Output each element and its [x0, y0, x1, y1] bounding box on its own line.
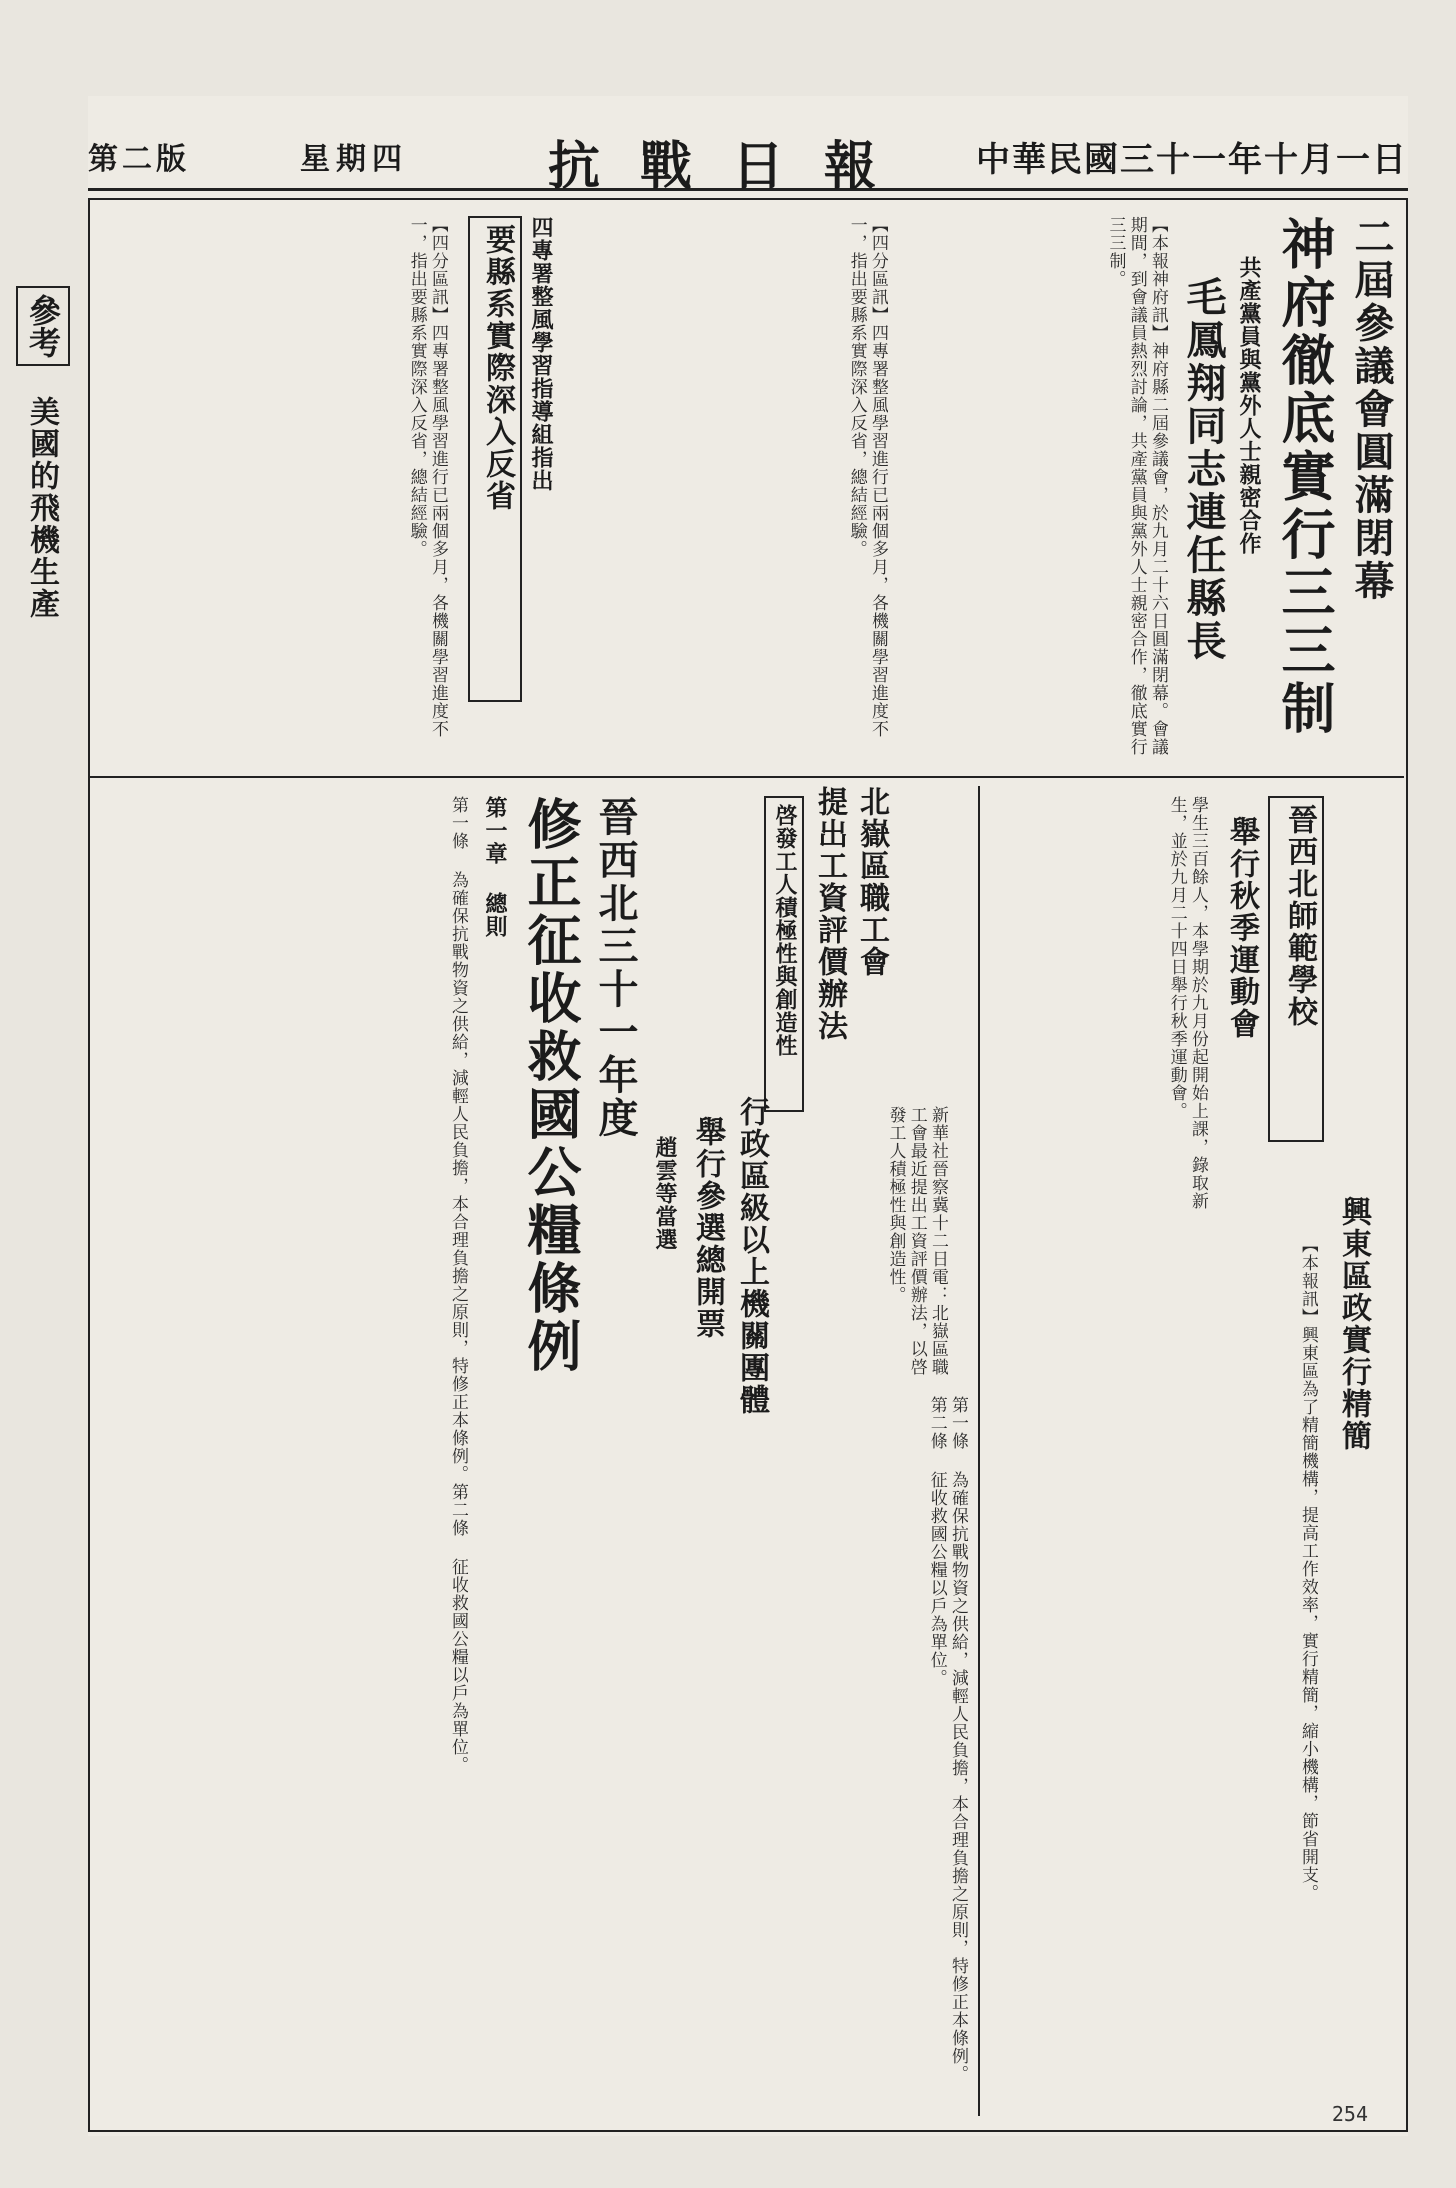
- rule-top: [88, 776, 1404, 778]
- masthead: [88, 124, 1408, 197]
- grain-headline-main: 修正征收救國公糧條例: [519, 796, 583, 1376]
- admin-body: 【本報訊】興東區為了精簡機構，提高工作效率，實行精簡，縮小機構，節省開支。: [1298, 1236, 1318, 1902]
- workers-headline: 北嶽區職工會: [854, 786, 889, 978]
- study-body: 【四分區訊】四專署整風學習進行已兩個多月，各機關學習進度不一，指出要縣系實際深入反省，總結經驗。: [406, 216, 448, 738]
- study-subhead: 四專署整風學習指導組指出: [528, 216, 554, 492]
- masthead-title: 抗戰日報: [548, 136, 917, 197]
- council-subhead: 共產黨員與黨外人士親密合作: [1236, 256, 1262, 555]
- school-body: 學生三百餘人，本學期於九月份起開始上課，錄取新生，並於九月二十四日舉行秋季運動會。: [1166, 796, 1208, 1210]
- election-headline2: 舉行參選總開票: [690, 1116, 725, 1340]
- newspaper-page: [24, 96, 1408, 2136]
- workers-subhead: 提出工資評價辦法: [812, 786, 847, 1042]
- sidebar-headline: 美國的飛機生產: [24, 396, 59, 620]
- masthead-edition: 第二版: [88, 142, 190, 177]
- school-headline2: 舉行秋季運動會: [1224, 816, 1259, 1040]
- council-subhead2: 毛鳳翔同志連任縣長: [1180, 276, 1227, 663]
- council-headline-main: 神府徹底實行三三制: [1273, 216, 1337, 738]
- grain-body-2: 第一條 為確保抗戰物資之供給，減輕人民負擔，本合理負擔之原則，特修正本條例。第二條 征收救國公糧以戶為單位。: [926, 1396, 968, 2083]
- masthead-date: 中華民國三十一年十月一日: [976, 140, 1408, 180]
- school-headline: 晉西北師範學校: [1268, 796, 1324, 1142]
- council-body: 【本報神府訊】神府縣二屆參議會，於九月二十六日圓滿閉幕。會議期間，到會議員熱烈討論，共產黨員與黨外人士親密合作，徹底實行三三制。: [1105, 216, 1168, 756]
- workers-body: 新華社晉察冀十二日電：北嶽區職工會最近提出工資評價辦法，以啓發工人積極性與創造性。: [885, 1106, 948, 1376]
- rule-middle: [978, 786, 980, 2116]
- workers-box: 啓發工人積極性與創造性: [764, 796, 804, 1112]
- grain-body: 第一條 為確保抗戰物資之供給，減輕人民負擔，本合理負擔之原則，特修正本條例。第二條 征收救國公糧以戶為單位。: [448, 796, 468, 1774]
- page-number: 254: [1331, 2102, 1368, 2126]
- election-headline: 行政區級以上機關團體: [734, 1096, 769, 1416]
- grain-headline: 晉西北三十一年度: [592, 796, 639, 1140]
- study-body-2: 【四分區訊】四專署整風學習進行已兩個多月，各機關學習進度不一，指出要縣系實際深入反省，總結經驗。: [846, 216, 888, 738]
- council-headline: 二屆參議會圓滿閉幕: [1348, 216, 1395, 603]
- grain-chapter: 第一章 總則: [482, 796, 508, 938]
- study-headline: 要縣系實際深入反省: [468, 216, 522, 702]
- sidebar-label: 參考: [16, 286, 70, 366]
- election-subhead: 趙雲等當選: [652, 1136, 678, 1251]
- admin-headline: 興東區政實行精簡: [1336, 1196, 1371, 1452]
- masthead-weekday: 星期四: [300, 142, 408, 177]
